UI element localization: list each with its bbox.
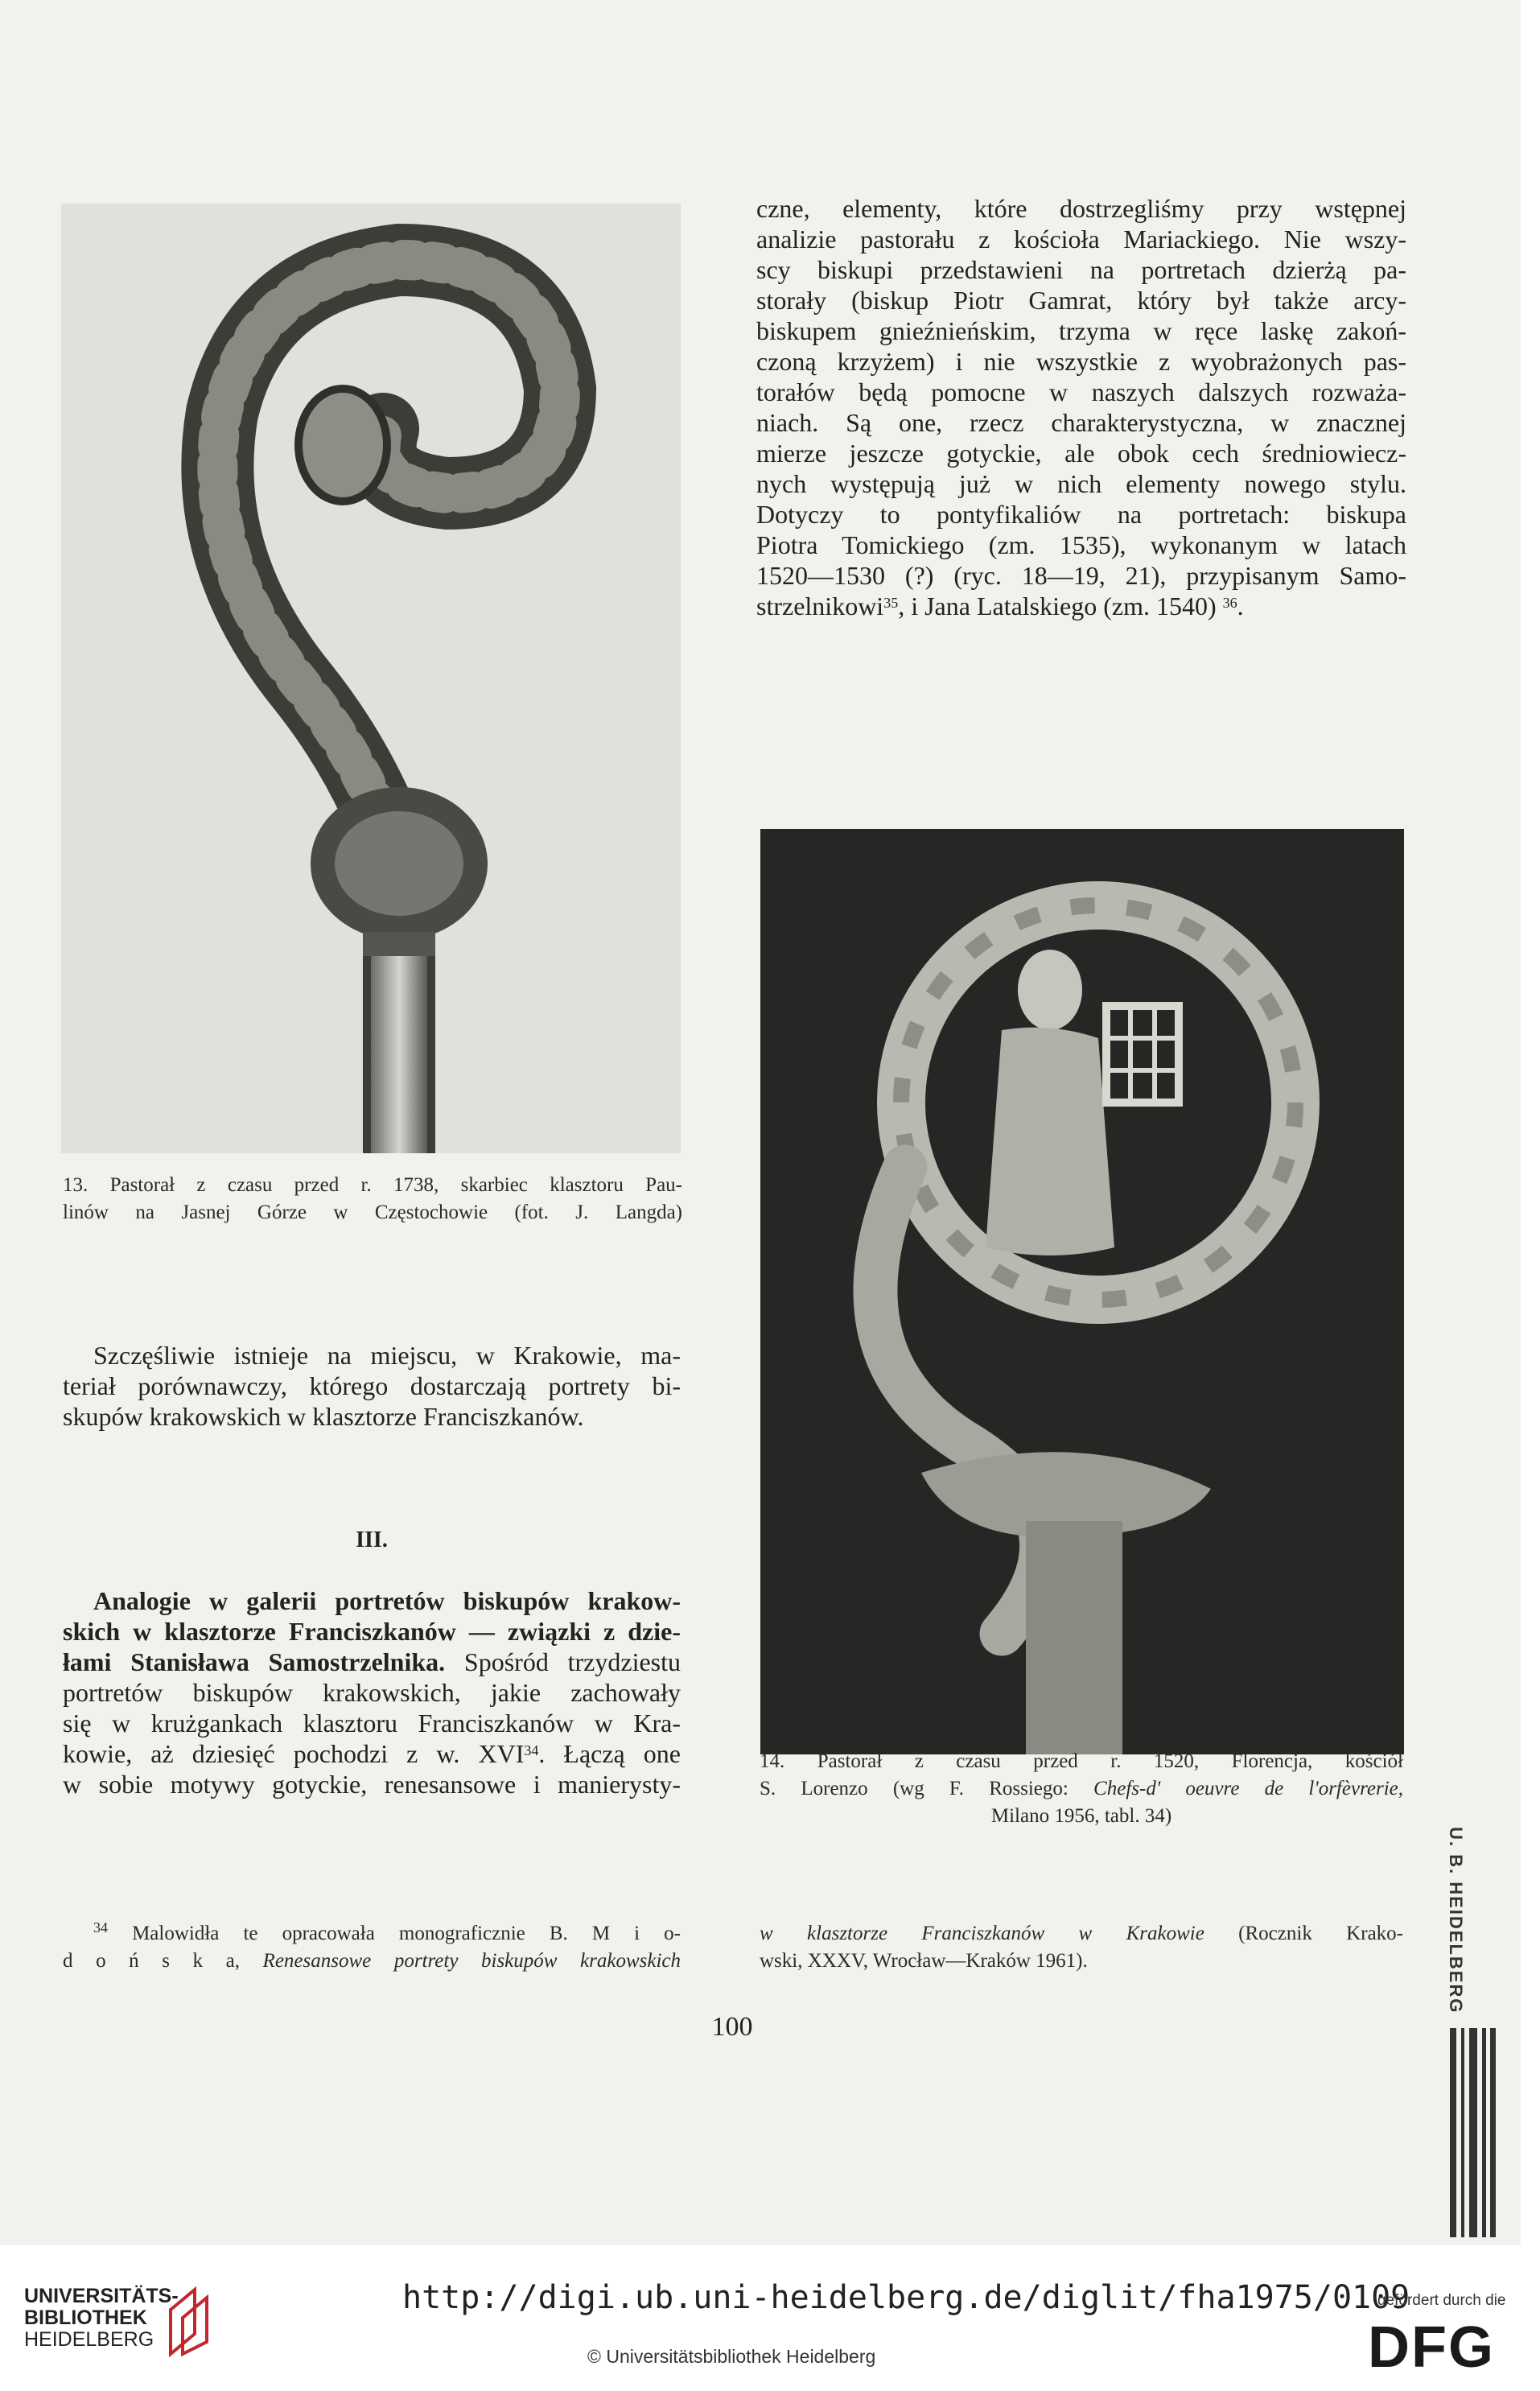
heading-line [63,1616,681,1647]
text-fragment: Spośród trzydziestu [445,1647,681,1676]
text-line: analizie pastorału z kościoła Mariackiego. Nie wszy- [756,225,1406,254]
caption-line: Milano 1956, tabl. 34) [990,1805,1172,1827]
library-stamp: U. B. HEIDELBERG [1446,1827,1466,2014]
text-line: scy biskupi przedstawieni na portretach dzierżą pa- [756,255,1406,284]
page-number: 100 [711,2012,753,2042]
copyright-text: © Universitätsbibliothek Heidelberg [587,2346,876,2367]
footer-bar [0,2245,1540,2391]
caption-13 [63,1172,682,1226]
text-line: się w krużgankach klasztoru Franciszkanów w Kra- [63,1709,681,1738]
text-fragment: strzelnikowi [756,592,884,620]
crozier-14-illustration [760,829,1404,1754]
text-line: nych występują już w nich elementy nowego stylu. [756,469,1406,498]
text-fragment: . Łączą one [538,1739,681,1768]
dfg-logo[interactable]: DFG [1368,2315,1495,2380]
heading-text: Analogie w galerii portretów biskupów krakow- [93,1586,681,1615]
text-line: storały (biskup Piotr Gamrat, który był także arcy- [756,286,1406,315]
text-line: mierze jeszcze gotyckie, ale obok cech średniowiecz- [756,439,1406,468]
footnote-italic: Renesansowe portrety biskupów krakowskich [262,1950,681,1972]
text-fragment: , i Jana Latalskiego (zm. 1540) [898,592,1217,620]
footnote-34-continued [760,1920,1403,1975]
text-line: 1520—1530 (?) (ryc. 18—19, 21), przypisanym Samo- [756,561,1406,590]
text-line: w sobie motywy gotyckie, renesansowe i manierysty- [63,1770,681,1799]
text-line: czne, elementy, które dostrzegliśmy przy wstępnej [756,194,1406,223]
logo-line: BIBLIOTHEK [24,2306,147,2329]
footnote-fragment: (Rocznik Krako- [1204,1923,1403,1944]
document-url-link[interactable]: http://digi.ub.uni-heidelberg.de/diglit/fha1975/0109 [402,2279,1410,2316]
text-line: czoną krzyżem) i nie wszystkie z wyobrażonych pas- [756,347,1406,376]
heading-text: łami Stanisława Samostrzelnika. [63,1647,446,1676]
section-numeral: III. [356,1527,388,1552]
footnote-ref-34: 34 [524,1742,539,1758]
footnote-italic: w klasztorze Franciszkanów w Krakowie [760,1923,1204,1944]
text-line: Dotyczy to pontyfikaliów na portretach: biskupa [756,500,1406,529]
heading-line [63,1647,681,1677]
footnote-line [63,1920,681,1948]
left-paragraph [63,1340,681,1432]
caption-line [760,1775,1403,1803]
text-line: Piotra Tomickiego (zm. 1535), wykonanym w latach [756,530,1406,559]
footnote-line [63,1948,681,1975]
caption-line: 14. Pastorał z czasu przed r. 1520, Florencja, kościół [760,1750,1403,1772]
heading-line [63,1585,681,1616]
figure-13-crozier-photo [61,204,681,1153]
ub-heidelberg-logo[interactable] [24,2286,179,2351]
section-body [63,1585,681,1799]
footnote-fragment: Malowidła te opracowała monograficznie B. M i o- [108,1923,681,1944]
text-line: biskupem gnieźnieńskim, trzyma w ręce laskę zakoń- [756,316,1406,345]
text-line: torałów będą pomocne w naszych dalszych rozważa- [756,377,1406,406]
text-line: teriał porównawczy, którego dostarczają portrety bi- [63,1371,681,1400]
text-line [63,1738,681,1769]
caption-14 [760,1748,1403,1830]
footnote-34 [63,1920,681,1975]
caption-italic: Chefs-d' oeuvre de l'orfèvrerie, [1093,1778,1403,1799]
text-fragment: . [1237,592,1244,620]
caption-line: 13. Pastorał z czasu przed r. 1738, skarbiec klasztoru Pau- [63,1174,682,1196]
text-line: niach. Są one, rzecz charakterystyczna, w znacznej [756,408,1406,437]
text-line-last [756,591,1406,621]
footnote-line: wski, XXXV, Wrocław—Kraków 1961). [760,1950,1088,1972]
footnote-ref-35: 35 [883,595,899,611]
heading-text: skich w klasztorze Franciszkanów — związki z dzie- [63,1617,681,1646]
logo-line: HEIDELBERG [24,2328,154,2351]
dfg-label: gefördert durch die [1377,2292,1506,2309]
text-line: Szczęśliwie istnieje na miejscu, w Krakowie, ma- [93,1341,681,1370]
barcode-icon [1448,2028,1497,2237]
caption-fragment: S. Lorenzo (wg F. Rossiego: [760,1778,1094,1799]
caption-line: linów na Jasnej Górze w Częstochowie (fot. J. Langda) [63,1202,682,1223]
footnote-number: 34 [93,1919,108,1935]
figure-14-crozier-photo [760,829,1404,1754]
right-column-text [756,193,1406,621]
crozier-13-illustration [61,204,681,1153]
logo-mark-icon [163,2286,219,2358]
text-line: portretów biskupów krakowskich, jakie zachowały [63,1678,681,1707]
footnote-ref-36: 36 [1222,595,1237,611]
text-fragment: kowie, aż dziesięć pochodzi z w. XVI [63,1739,525,1768]
text-line-last: skupów krakowskich w klasztorze Franciszkanów. [63,1402,584,1431]
footnote-author: d o ń s k a, [63,1950,263,1972]
logo-line: UNIVERSITÄTS- [24,2285,179,2307]
footnote-line [760,1920,1403,1948]
